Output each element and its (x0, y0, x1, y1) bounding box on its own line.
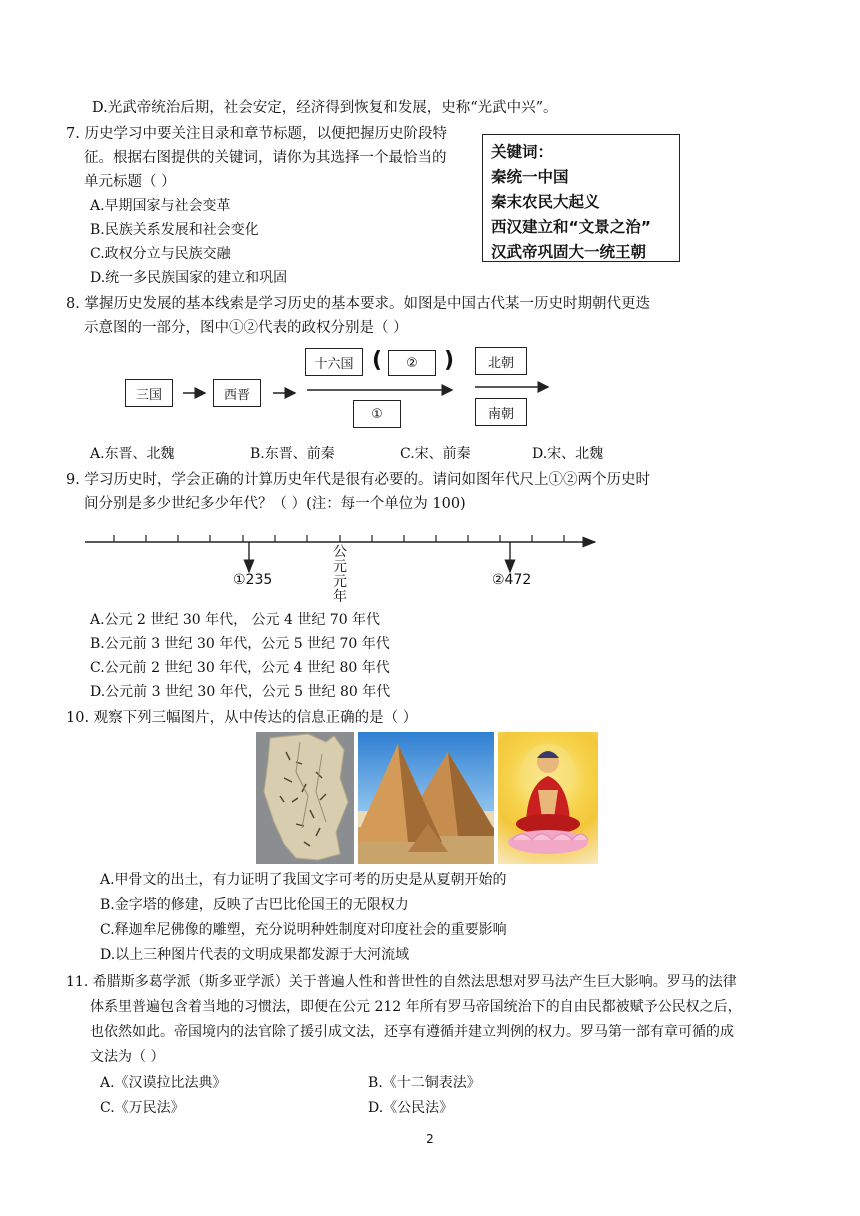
q10-option-d[interactable]: D.以上三种图片代表的文明成果都发源于大河流域 (100, 947, 410, 963)
q10-stem: 10. 观察下列三幅图片，从中传达的信息正确的是（ ） (66, 710, 418, 726)
timeline-center-label: 公 元 元 年 (333, 544, 347, 605)
box-two: ② (388, 350, 436, 376)
box-beichao: 北朝 (475, 347, 527, 375)
q8-option-d[interactable]: D.宋、北魏 (532, 446, 604, 462)
q9-option-a[interactable]: A.公元 2 世纪 30 年代， 公元 4 世纪 70 年代 (90, 612, 381, 628)
oracle-bone-image (256, 732, 354, 864)
box-one: ① (353, 400, 401, 428)
keyword-4: 汉武帝巩固大一统王朝 (491, 243, 647, 261)
box-shiliuguo: 十六国 (305, 348, 363, 376)
timeline-label-2: ②472 (492, 572, 532, 588)
q11-stem-line2: 体系里普遍包含着当地的习惯法，即便在公元 212 年所有罗马帝国统治下的自由民都被赋予公民权之后， (90, 999, 742, 1015)
keyword-title: 关键词： (491, 143, 554, 161)
q7-option-a[interactable]: A.早期国家与社会变革 (90, 198, 231, 214)
keyword-3: 西汉建立和“文景之治” (491, 218, 651, 236)
q10-option-a[interactable]: A.甲骨文的出土，有力证明了我国文字可考的历史是从夏朝开始的 (100, 872, 507, 888)
q10-option-c[interactable]: C.释迦牟尼佛像的雕塑，充分说明种姓制度对印度社会的重要影响 (100, 922, 507, 938)
q11-option-d[interactable]: D.《公民法》 (368, 1100, 454, 1116)
q8-stem-line1: 8. 掌握历史发展的基本线索是学习历史的基本要求。如图是中国古代某一历史时期朝代更迭 (66, 296, 650, 312)
q6-option-d: D.光武帝统治后期，社会安定，经济得到恢复和发展，史称“光武中兴”。 (92, 100, 558, 116)
q7-stem-line1: 7. 历史学习中要关注目录和章节标题，以便把握历史阶段特 (66, 126, 447, 142)
page-number: 2 (426, 1132, 434, 1146)
paren-right: ) (444, 348, 455, 373)
q8-option-b[interactable]: B.东晋、前秦 (250, 446, 335, 462)
box-nanchao: 南朝 (475, 398, 527, 426)
buddha-image (498, 732, 598, 864)
q9-stem-line1: 9. 学习历史时，学会正确的计算历史年代是很有必要的。请问如图年代尺上①②两个历史时 (66, 472, 650, 488)
q9-option-c[interactable]: C.公元前 2 世纪 30 年代，公元 4 世纪 80 年代 (90, 660, 390, 676)
keyword-1: 秦统一中国 (491, 168, 569, 186)
q11-option-b[interactable]: B.《十二铜表法》 (368, 1075, 481, 1091)
box-sanguo: 三国 (125, 379, 173, 407)
keyword-2: 秦末农民大起义 (491, 193, 600, 211)
q7-option-b[interactable]: B.民族关系发展和社会变化 (90, 222, 259, 238)
diagram-arrows (0, 0, 860, 460)
q11-stem-line4: 文法为（ ） (90, 1049, 165, 1065)
q11-stem-line3: 也依然如此。帝国境内的法官除了援引成文法，还享有遵循并建立判例的权力。罗马第一部有章可循的成 (90, 1024, 734, 1040)
q8-option-a[interactable]: A.东晋、北魏 (90, 446, 175, 462)
timeline-ticks (114, 535, 564, 542)
q8-option-c[interactable]: C.宋、前秦 (400, 446, 471, 462)
pyramid-image (358, 732, 494, 864)
q9-option-d[interactable]: D.公元前 3 世纪 30 年代，公元 5 世纪 80 年代 (90, 684, 391, 700)
q11-stem-line1: 11. 希腊斯多葛学派（斯多亚学派）关于普遍人性和普世性的自然法思想对罗马法产生巨大影响。罗马的法律 (66, 974, 737, 990)
q9-option-b[interactable]: B.公元前 3 世纪 30 年代，公元 5 世纪 70 年代 (90, 636, 390, 652)
timeline (0, 520, 860, 610)
timeline-label-1: ①235 (233, 572, 273, 588)
q8-stem-line2: 示意图的一部分，图中①②代表的政权分别是（ ） (84, 320, 408, 336)
paren-left: ( (372, 348, 383, 373)
q7-stem-line2: 征。根据右图提供的关键词，请你为其选择一个最恰当的 (84, 150, 447, 166)
q10-option-b[interactable]: B.金字塔的修建，反映了古巴比伦国王的无限权力 (100, 897, 409, 913)
q9-stem-line2: 间分别是多少世纪多少年代？（ ）(注：每一个单位为 100) (84, 496, 466, 512)
q7-option-c[interactable]: C.政权分立与民族交融 (90, 246, 231, 262)
box-xijin: 西晋 (213, 379, 261, 407)
q11-option-c[interactable]: C.《万民法》 (100, 1100, 185, 1116)
q11-option-a[interactable]: A.《汉谟拉比法典》 (100, 1075, 227, 1091)
q7-stem-line3: 单元标题（ ） (84, 174, 176, 190)
q7-option-d[interactable]: D.统一多民族国家的建立和巩固 (90, 270, 288, 286)
